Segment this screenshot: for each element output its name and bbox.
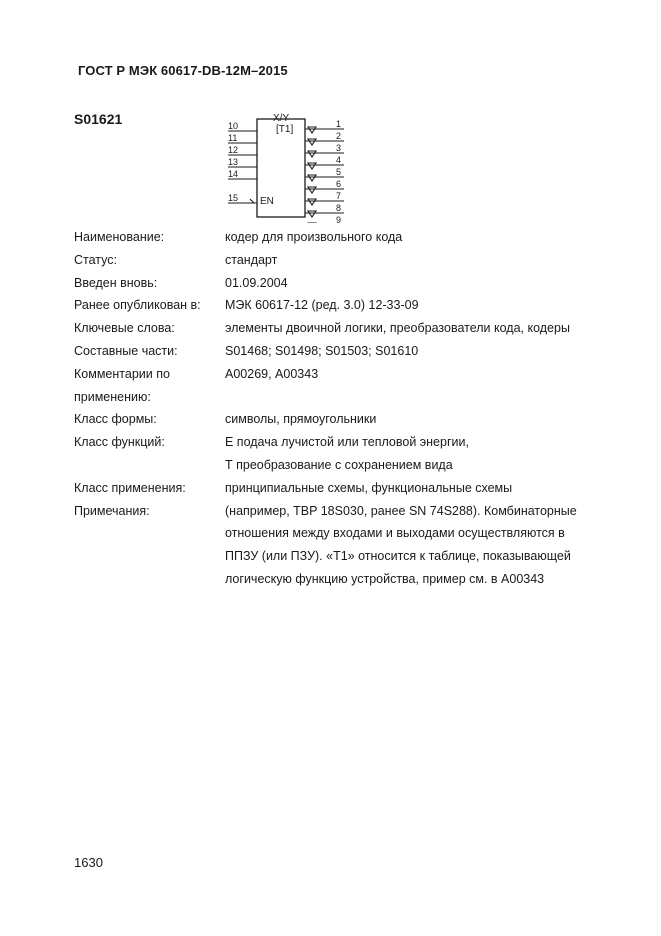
field-value-line: символы, прямоугольники [225,412,377,427]
field-value-line: Е подача лучистой или тепловой энергии, [225,435,469,450]
input-pin-label: 14 [228,169,239,179]
output-pin-label: 3 [336,143,342,153]
document-header: ГОСТ Р МЭК 60617-DB-12M–2015 [78,63,288,78]
field-value [225,363,614,409]
field-row [74,408,614,431]
field-label: Введен вновь: [74,275,158,290]
output-pin-label: 6 [336,179,342,189]
field-row [74,363,614,409]
field-label: Класс формы: [74,412,157,427]
table-ref-label: [T1] [276,124,294,135]
field-value-line: 01.09.2004 [225,275,288,290]
field-value-line: Т преобразование с сохранением вида [225,457,453,472]
output-pin-label: 1 [336,119,342,129]
field-value [225,500,614,591]
field-value [225,408,614,431]
field-value [225,272,614,295]
field-row [74,317,614,340]
field-row [74,431,614,477]
open-output-triangle-icon [308,187,316,193]
field-label: Ранее опубликован в: [74,298,201,313]
field-label: Наименование: [74,230,165,244]
field-value-line: S01468; S01498; S01503; S01610 [225,343,419,358]
field-label: Составные части: [74,343,178,358]
input-pin-label: 12 [228,145,239,155]
output-pin-label: 9 [336,215,342,223]
field-row [74,272,614,295]
input-lines [228,121,257,203]
field-value-line: (например, TBP 18S030, ранее SN 74S288). Комбинаторные [225,503,577,518]
field-value-line: стандарт [225,252,278,267]
symbol-code: S01621 [74,111,123,127]
field-value [225,249,614,272]
open-output-triangle-icon [308,127,316,133]
output-lines [305,119,344,223]
field-value [225,477,614,500]
field-row [74,500,614,591]
output-pin-label: 4 [336,155,342,165]
field-label: Примечания: [74,503,150,518]
field-value-line: кодер для произвольного кода [225,230,403,244]
field-value [225,317,614,340]
field-row [74,294,614,317]
field-value-line: отношения между входами и выходами осуществляются в [225,526,565,541]
field-label: Класс функций: [74,435,165,450]
output-pin-label: 8 [336,203,342,213]
input-pin-label: 13 [228,157,239,167]
output-pin-label: 7 [336,191,342,201]
field-value-line: элементы двоичной логики, преобразователи кода, кодеры [225,321,570,336]
input-pin-label: 11 [228,133,238,143]
field-label: Статус: [74,252,117,267]
field-label: Ключевые слова: [74,321,175,336]
field-label-line: применению: [74,389,151,404]
input-pin-label: 15 [228,193,239,203]
input-pin-label: 10 [228,121,239,131]
field-label [74,363,225,409]
field-row [74,340,614,363]
field-row [74,249,614,272]
logic-symbol-diagram [224,111,354,223]
field-label-line: Комментарии по [74,366,170,381]
open-output-triangle-icon [308,175,316,181]
qualifier-label: X/Y [273,113,290,124]
field-value [225,340,614,363]
field-value [225,226,614,249]
field-label: Класс применения: [74,480,186,495]
field-value [225,294,614,317]
output-pin-label: 2 [336,131,342,141]
field-value-line: ППЗУ (или ПЗУ). «Т1» относится к таблице, показывающей [225,549,571,564]
field-value-line: принципиальные схемы, функциональные схемы [225,480,513,495]
field-value-line: А00269, А00343 [225,366,319,381]
open-output-triangle-icon [308,199,316,205]
field-value-line: МЭК 60617-12 (ред. 3.0) 12-33-09 [225,298,419,313]
open-output-triangle-icon [308,139,316,145]
enable-label: EN [260,196,274,207]
attribute-list [74,226,614,591]
enable-input-marker [250,199,257,203]
output-pin-label: 5 [336,167,342,177]
page-number: 1630 [74,855,103,870]
field-row [74,477,614,500]
open-output-triangle-icon [308,211,316,217]
field-row [74,226,614,249]
open-output-triangle-icon [308,151,316,157]
open-output-triangle-icon [308,163,316,169]
field-value-line: логическую функцию устройства, пример см. в А00343 [225,571,545,586]
field-value [225,431,614,477]
